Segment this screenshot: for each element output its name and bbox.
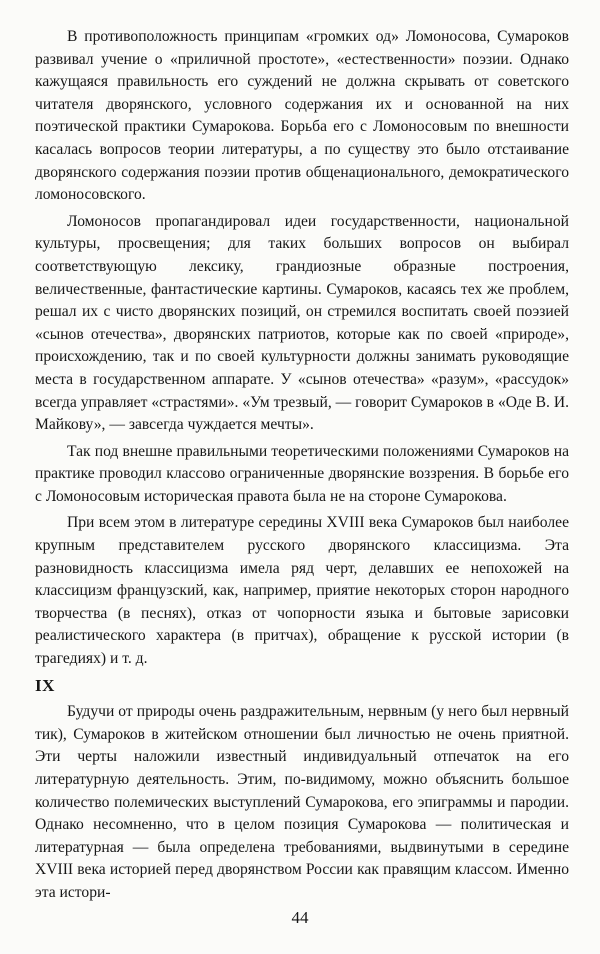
paragraph: Будучи от природы очень раздражительным, нервным (у него был нервный тик), Сумароков в житейском отношении был личностью не очень приятной. Эти черты наложили известный индивидуальный отпечаток на его литературную деятельность. Этим, по-видимому, можно объяснить большое количество полемических выступлений Сумарокова, его эпиграммы и пародии. Однако несомненно, что в целом позиция Сумарокова — политическая и литературная — была определена требованиями, выдвинутыми в середине XVIII века историей перед дворянством России как правящим классом. Именно эта истори- bbox=[35, 703, 569, 901]
body-text bbox=[35, 26, 569, 905]
page-number: 44 bbox=[291, 908, 309, 927]
paragraph: Так под внешне правильными теоретическими положениями Сумароков на практике проводил классово ограниченные дворянские воззрения. В борьбе его с Ломоносовым историческая правота была не на стороне Сумарокова. bbox=[35, 442, 569, 505]
paragraph: Ломоносов пропагандировал идеи государственности, национальной культуры, просвещения; для таких больших вопросов он выбирал соответствующую лексику, грандиозные образные построения, величественные, фантастические картины. Сумароков, касаясь тех же проблем, решал их с чисто дворянских позиций, он стремился воспитать своей поэзией «сынов отечества», дворянских патриотов, которые как по своей «природе», происхождению, так и по своей культурности должны занимать руководящие места в государственном аппарате. У «сынов отечества» «разум», «рассудок» всегда управляет «страстями». «Ум трезвый, — говорит Сумароков в «Оде В. И. Майкову», — завсегда чуждается мечты». bbox=[35, 212, 569, 434]
paragraph: При всем этом в литературе середины XVIII века Сумароков был наиболее крупным представителем русского дворянского классицизма. Эта разновидность классицизма имела ряд черт, делавших ее непохожей на классицизм французский, как, например, приятие некоторых сторон народного творчества (в песнях), отказ от чопорности языка и бытовые зарисовки реалистического характера (в притчах), обращение к русской истории (в трагедиях) и т. д. bbox=[35, 514, 569, 668]
paragraph: В противоположность принципам «громких од» Ломоносова, Сумароков развивал учение о «приличной простоте», «естественности» поэзии. Однако кажущаяся правильность его суждений не должна скрывать от советского читателя дворянского, условного содержания их и основанной на них поэтической практики Сумарокова. Борьба его с Ломоносовым по внешности касалась вопросов теории литературы, а по существу это было отстаивание дворянского содержания поэзии против общенационального, демократического ломоносовского. bbox=[35, 28, 569, 204]
section-heading: IX bbox=[35, 675, 55, 695]
